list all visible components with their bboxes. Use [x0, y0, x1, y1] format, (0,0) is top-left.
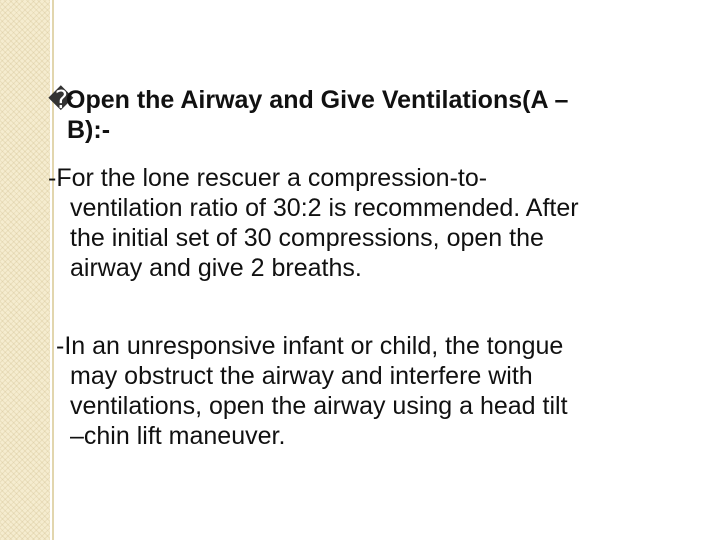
heading-line-2: B):-: [67, 116, 111, 144]
bullet-icon: �: [48, 86, 74, 114]
paragraph-airway-obstruction: [56, 331, 568, 451]
heading-line-1: [48, 85, 568, 115]
paragraph2-line-2: may obstruct the airway and interfere with: [70, 362, 533, 390]
slide-heading: [48, 85, 568, 145]
paragraph2-line-3: ventilations, open the airway using a head tilt: [70, 392, 568, 420]
paragraph-compression-ratio: [48, 163, 579, 283]
paragraph2-line-4: –chin lift maneuver.: [70, 422, 286, 450]
paragraph1-line-3: the initial set of 30 compressions, open the: [70, 224, 544, 252]
paragraph2-line-1: -In an unresponsive infant or child, the tongue: [56, 332, 564, 360]
paragraph1-line-2: ventilation ratio of 30:2 is recommended. After: [70, 194, 579, 222]
heading-text-1: Open the Airway and Give Ventilations(A –: [66, 86, 569, 114]
paragraph1-line-1: -For the lone rescuer a compression-to-: [48, 164, 488, 192]
paragraph1-line-4: airway and give 2 breaths.: [70, 254, 362, 282]
